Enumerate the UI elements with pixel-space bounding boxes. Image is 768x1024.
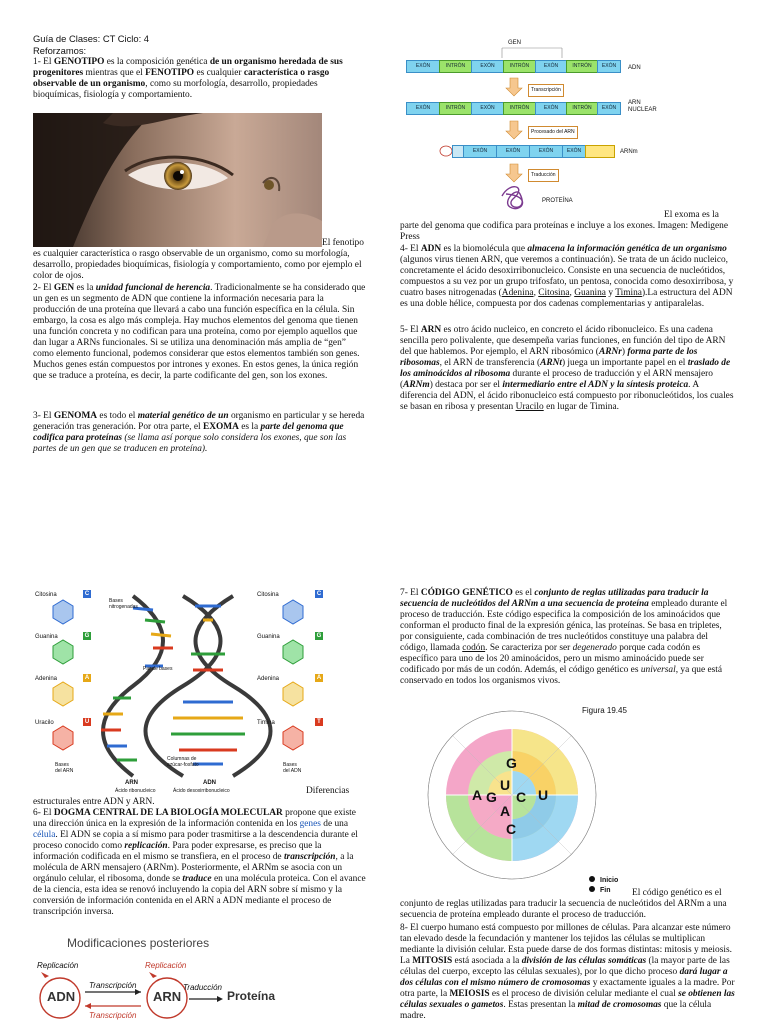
left-letter-a: A bbox=[84, 675, 90, 681]
arn-subtitle: Ácido ribonucleico bbox=[115, 788, 156, 794]
paragraph-gen: 2- El GEN es la unidad funcional de herencia. Tradicionalmente se ha considerado que un gen es un segmento de ADN que contiene la información necesaria para la producción de una proteína que llevará a cabo una función específica en la célula. Sin embargo, la cosa es algo más compleja. Hay muchos elementos del genoma que tienen una función concreta y no codifican para una proteína, como por ejemplo aquellos que dan lugar a ARNs funcionales. Si se utiliza una denominación más amplia de “gen” como elemento funcional, podemos considerar que estos elementos también son genes. Muchos genes están compuestos por intrones y exones. En estos genes, la única región que se traduce a proteína, es decir, la parte codificante del gen, son los exones. bbox=[33, 283, 366, 381]
transcripcion-label: Transcripción bbox=[528, 84, 564, 97]
bases-adn-label: Bases del ADN bbox=[283, 762, 302, 774]
proteina-label: PROTEÍNA bbox=[542, 198, 573, 204]
rna-intron-1: INTRÓN bbox=[439, 102, 472, 115]
columnas-label: Columnas de azúcar-fosfato bbox=[167, 756, 199, 768]
header-subtitle: Reforzamos: bbox=[33, 45, 87, 56]
exoma-caption: parte del genoma que codifica para proteínas e incluye a los exones. Imagen: Medigene Press bbox=[400, 221, 728, 242]
paragraph-codigo: 7- El CÓDIGO GENÉTICO es el conjunto de reglas utilizadas para traducir la secuencia de nucleótidos del ARNm a una secuencia de proteína empleado durante el proceso de traducción. Este código especifica la composición de los aminoácidos que conforman el producto final de la expresión génica, las proteínas. Se basa en tripletes, por consiguiente, cada combinación de tres nucleótidos constituye una palabra del código, llamada codón. Se caracteriza por ser degenerado porque cada codón es específico para uno de los 20 aminoácidos, pero un mismo aminoácido puede ser codificado por más de un codón. Además, el código genético es universal, ya que está conservado en todos los organismos vivos. bbox=[400, 588, 728, 686]
exoma-caption-lead: El exoma es la bbox=[664, 210, 719, 220]
gen-label: GEN bbox=[508, 40, 522, 46]
fenotipo-caption: es cualquier característica o rasgo observable de un organismo, como su morfología, desarrollo, propiedades bioquímicas, fisiología y comportamiento, como por ejemplo el color de ojos. bbox=[33, 249, 362, 281]
fenotipo-caption-lead: El fenotipo bbox=[322, 238, 364, 248]
replicacion-label-2: Replicación bbox=[145, 961, 187, 970]
right-label-timina: Timina bbox=[257, 720, 275, 726]
link-codon[interactable]: codón bbox=[462, 643, 486, 653]
left-label-guanina: Guanina bbox=[35, 634, 58, 640]
dna-rna-figure bbox=[33, 586, 329, 796]
figura-label: Figura 19.45 bbox=[582, 706, 627, 715]
dogma-traduccion: Traducción bbox=[183, 983, 222, 992]
right-label-adenina: Adenina bbox=[257, 676, 280, 682]
base-timina[interactable]: Timina bbox=[615, 288, 642, 298]
right-letter-g: G bbox=[316, 633, 322, 639]
inicio-label: Inicio bbox=[600, 877, 619, 884]
mrna-exon-2: EXÓN bbox=[496, 145, 530, 158]
dna-intron-1: INTRÓN bbox=[439, 60, 472, 73]
fin-label: Fin bbox=[600, 887, 611, 894]
adn-label: ADN bbox=[628, 65, 641, 71]
dogma-figure bbox=[33, 936, 333, 1024]
right-label-guanina: Guanina bbox=[257, 634, 280, 640]
diferencias-caption: estructurales entre ADN y ARN. bbox=[33, 797, 155, 807]
codigo-caption-lead: El código genético es el bbox=[632, 888, 722, 898]
left-letter-u: U bbox=[84, 719, 90, 725]
eye-photo bbox=[33, 113, 322, 247]
mid-a: A bbox=[472, 787, 483, 803]
left-label-citosina: Citosina bbox=[35, 592, 57, 598]
dogma-transcripcion-inversa: Transcripción bbox=[89, 1011, 137, 1020]
paragraph-genoma: 3- El GENOMA es todo el material genético de un organismo en particular y se hereda generación tras generación. Por otra parte, el EXOMA es la parte del genoma que codifica para proteínas (se llama así porque solo considera los exones, que son las partes de un gen que se traducen en proteína). bbox=[33, 411, 365, 454]
left-label-uracilo: Uracilo bbox=[35, 720, 54, 726]
dna-intron-3: INTRÓN bbox=[566, 60, 598, 73]
dna-exon-2: EXÓN bbox=[471, 60, 504, 73]
adn-subtitle: Ácido desoxirribonucleico bbox=[173, 788, 230, 794]
base-guanina[interactable]: Guanina bbox=[574, 288, 606, 298]
link-celula[interactable]: célula bbox=[33, 830, 56, 840]
dogma-transcripcion: Transcripción bbox=[89, 981, 137, 990]
par-de-bases-label: Par de bases bbox=[143, 666, 173, 672]
paragraph-adn: 4- El ADN es la biomolécula que almacena la información genética de un organismo (algunos virus tienen ARN, que veremos a continuación). Se trata de un ácido nucleico, concretamente el ácido desoxirribonucleico. Consiste en una secuencia de nucleótidos, compuestos a su vez por un grupo trifosfato, un pentosa, conocida como desoxirribosa, y cuatro bases nitrogenadas (Adenina, Citosina, Guanina y Timina).La estructura del ADN es una doble hélice, compuesta por dos cadenas complementarias y antiparalelas. bbox=[400, 244, 734, 309]
mrna-exon-1: EXÓN bbox=[463, 145, 497, 158]
arn-nuclear-label: ARN NUCLEAR bbox=[628, 100, 657, 113]
paragraph-genotipo: 1- El GENOTIPO es la composición genética de un organismo heredada de sus progenitores mientras que el FENOTIPO es cualquier característica o rasgo observable de un organismo, como su morfología, desarrollo, propiedades bioquímicas, fisiología y comportamiento. bbox=[33, 57, 343, 100]
gene-expression-figure bbox=[402, 36, 702, 216]
dna-exon-4: EXÓN bbox=[597, 60, 621, 73]
inner-g: G bbox=[486, 789, 497, 805]
base-adenina[interactable]: Adenina bbox=[501, 288, 534, 298]
mid-u: U bbox=[538, 787, 549, 803]
right-label-citosina: Citosina bbox=[257, 592, 279, 598]
diferencias-caption-lead: Diferencias bbox=[306, 786, 350, 796]
left-label-adenina: Adenina bbox=[35, 676, 58, 682]
mrna-exon-3: EXÓN bbox=[529, 145, 563, 158]
rna-exon-1: EXÓN bbox=[406, 102, 440, 115]
mrna-tail bbox=[585, 145, 615, 158]
dogma-adn: ADN bbox=[47, 989, 76, 1004]
inner-c: C bbox=[516, 789, 527, 805]
header-title: Guía de Clases: CT Ciclo: 4 bbox=[33, 33, 150, 44]
right-letter-a: A bbox=[316, 675, 322, 681]
paragraph-division-celular: 8- El cuerpo humano está compuesto por millones de células. Para alcanzar este número tan elevado desde la fecundación y mantener los tejidos las células se multiplican mediante la división celular. Esta puede darse de dos formas distintas: mitosis y meiosis. La MITOSIS está asociada a la división de las células somáticas (la mayor parte de las células del cuerpo, excepto las células sexuales), por lo que dicho proceso dará lugar a dos células con el mismo número de cromosomas y exactamente iguales a la madre. Por otra parte, la MEIOSIS es el proceso de división celular mediante el cual se obtienen las células sexuales o gametos. Estas presentan la mitad de cromosomas que la célula madre. bbox=[400, 923, 735, 1021]
mid-c: C bbox=[506, 821, 517, 837]
replicacion-label-1: Replicación bbox=[37, 961, 79, 970]
arnm-label: ARNm bbox=[620, 149, 638, 155]
right-letter-t: T bbox=[315, 718, 323, 726]
codigo-caption: conjunto de reglas utilizadas para traducir la secuencia de nucleótidos del ARNm a una secuencia de proteína empleado durante el proceso de traducción. bbox=[400, 899, 727, 920]
genetic-code-wheel bbox=[416, 703, 634, 895]
left-letter-c: C bbox=[84, 591, 90, 597]
dogma-arn: ARN bbox=[153, 989, 182, 1004]
dogma-proteina: Proteína bbox=[227, 989, 276, 1003]
dogma-title: Modificaciones posteriores bbox=[67, 936, 210, 950]
traduccion-label: Traducción bbox=[528, 169, 559, 182]
rna-intron-3: INTRÓN bbox=[566, 102, 598, 115]
rna-strand bbox=[101, 596, 173, 776]
link-genes[interactable]: genes bbox=[299, 819, 321, 829]
rna-exon-2: EXÓN bbox=[471, 102, 504, 115]
dna-exon-3: EXÓN bbox=[535, 60, 567, 73]
dna-exon-1: EXÓN bbox=[406, 60, 440, 73]
inner-a: A bbox=[500, 803, 511, 819]
procesado-label: Procesado del ARN bbox=[528, 126, 578, 139]
paragraph-dogma: 6- El DOGMA CENTRAL DE LA BIOLOGÍA MOLECULAR propone que existe una dirección única en la expresión de la información contenida en los genes de una célula. El ADN se copia a sí mismo para poder trasmitirse a la descendencia durante el proceso conocido como replicación. Para poder expresarse, es preciso que la información codificada en el mismo se transfiera, en el proceso de transcripción, a la molécula de ARN mensajero (ARNm). Posteriormente, el ARNm se asocia con un orgánulo celular, el ribosoma, donde se traduce en una molécula proteica. Con el avance de la ciencia, esta idea se renovó incluyendo la copia del ARN sobre sí mismo y la conversión de información contenida en el ARN a ADN mediante el proceso de transcripción inversa. bbox=[33, 808, 366, 917]
mid-g: G bbox=[506, 755, 517, 771]
uracilo-link[interactable]: Uracilo bbox=[515, 402, 544, 412]
paragraph-arn: 5- El ARN es otro ácido nucleico, en concreto el ácido ribonucleico. Es una cadena sencilla pero polivalente, que desempeña varias funciones, en función del tipo de ARN del que hablemos. Por ejemplo, el ARN ribosómico (ARNr) forma parte de los ribosomas, el ARN de transferencia (ARNt) juega un importante papel en el traslado de los aminoácidos al ribosoma durante el proceso de traducción y el ARN mensajero (ARNm) destaca por ser el intermediario entre el ADN y la síntesis proteica. A diferencia del ADN, el ácido ribonucleico está compuesto por ribonucleótidos, los cuales se basan en ribosa y presentan Uracilo en lugar de Timina. bbox=[400, 325, 734, 412]
rna-exon-4: EXÓN bbox=[597, 102, 621, 115]
rna-exon-3: EXÓN bbox=[535, 102, 567, 115]
bases-nitrogenadas-label: Bases nitrogenadas bbox=[109, 598, 138, 610]
right-letter-c: C bbox=[316, 591, 322, 597]
left-letter-g: G bbox=[84, 633, 90, 639]
adn-title: ADN bbox=[203, 780, 216, 786]
base-citosina[interactable]: Citosina bbox=[538, 288, 570, 298]
inner-u: U bbox=[500, 777, 511, 793]
bases-arn-label: Bases del ARN bbox=[55, 762, 74, 774]
rna-intron-2: INTRÓN bbox=[503, 102, 536, 115]
arn-title: ARN bbox=[125, 780, 138, 786]
dna-intron-2: INTRÓN bbox=[503, 60, 536, 73]
mrna-exon-4: EXÓN bbox=[562, 145, 586, 158]
